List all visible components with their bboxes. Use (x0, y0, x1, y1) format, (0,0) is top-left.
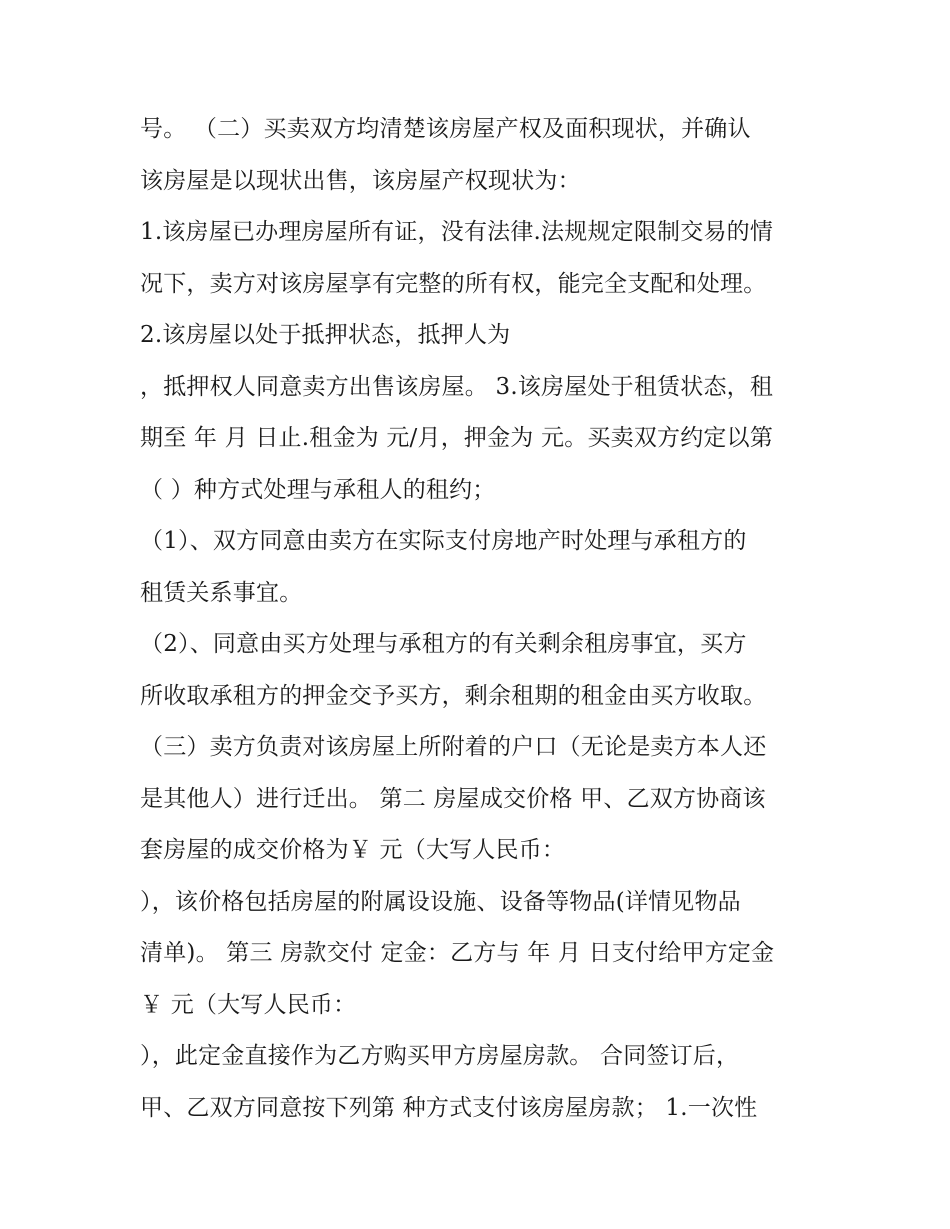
text-line: 2.该房屋以处于抵押状态，抵押人为 (140, 322, 511, 348)
text-line: ，抵押权人同意卖方出售该房屋。 3.该房屋处于租赁状态，租 (140, 373, 774, 400)
text-line: 套房屋的成交价格为￥ 元（大写人民币： (140, 837, 566, 863)
text-line: ￥ 元（大写人民币： (140, 991, 357, 1018)
text-line: （三）卖方负责对该房屋上所附着的户口（无论是卖方本人还 (140, 734, 767, 760)
text-line: 清单)。 第三 房款交付 定金：乙方与 年 月 日支付给甲方定金 (140, 940, 775, 966)
text-line: 该房屋是以现状出售，该房屋产权现状为： (140, 167, 581, 194)
text-line: （2）、同意由买方处理与承租方的有关剩余租房事宜，买方 (140, 631, 747, 657)
text-line: ），此定金直接作为乙方购买甲方房屋房款。 合同签订后， (140, 1043, 740, 1069)
text-line: （1）、双方同意由卖方在实际支付房地产时处理与承租方的 (140, 528, 747, 554)
text-line: 号。 （二）买卖双方均清楚该房屋产权及面积现状，并确认 (140, 116, 751, 142)
contract-text (140, 104, 830, 1134)
text-line: 况下，卖方对该房屋享有完整的所有权，能完全支配和处理。 (140, 270, 767, 297)
text-line: 所收取承租方的押金交予买方，剩余租期的租金由买方收取。 (140, 682, 767, 709)
text-line: （ ）种方式处理与承租人的租约； (140, 476, 496, 503)
text-line: 租赁关系事宜。 (140, 579, 303, 606)
text-line: 甲、乙双方同意按下列第 种方式支付该房屋房款； 1.一次性 (140, 1094, 758, 1121)
text-line: 1.该房屋已办理房屋所有证，没有法律.法规规定限制交易的情 (140, 219, 774, 245)
text-line: 是其他人）进行迁出。 第二 房屋成交价格 甲、乙双方协商该 (140, 785, 766, 812)
text-line: ），该价格包括房屋的附属设设施、设备等物品(详情见物品 (140, 888, 741, 915)
text-line: 期至 年 月 日止.租金为 元/月，押金为 元。买卖双方约定以第 (140, 425, 774, 451)
